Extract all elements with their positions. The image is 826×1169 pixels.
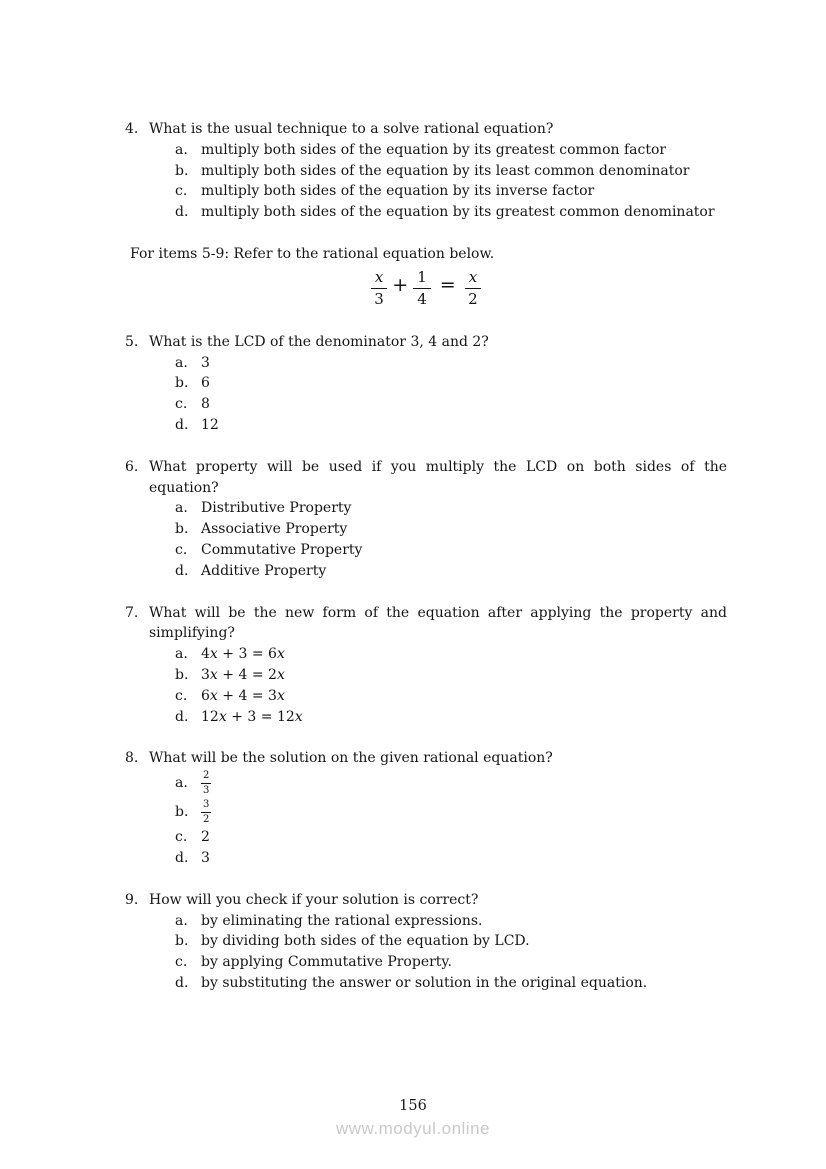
option-7b (175, 665, 727, 686)
option-letter: b. (175, 375, 189, 392)
fraction-denominator: 4 (417, 289, 427, 308)
fraction-numerator: x (371, 269, 387, 289)
fraction-2-over-3 (201, 771, 211, 796)
question-text: What is the LCD of the denominator 3, 4 and 2? (149, 333, 489, 350)
option-letter: d. (175, 849, 189, 866)
fraction-denominator: 2 (203, 814, 210, 826)
option-letter: b. (175, 162, 189, 179)
option-7d (175, 707, 727, 728)
fraction-1-over-4 (413, 269, 431, 307)
option-9d (175, 973, 727, 994)
option-text: 3 (201, 849, 210, 866)
option-7a (175, 644, 727, 665)
option-5c (175, 394, 727, 415)
option-8a (175, 769, 727, 798)
option-4b (175, 161, 727, 182)
question-8 (125, 748, 727, 868)
option-text: 6 (201, 375, 210, 392)
option-letter: b. (175, 521, 189, 538)
page-footer (0, 1096, 826, 1140)
option-6d (175, 561, 727, 582)
question-9-options (175, 911, 727, 994)
plus-operator: + (392, 274, 409, 297)
question-number: 8. (125, 750, 139, 767)
option-letter: c. (175, 954, 188, 971)
option-letter: d. (175, 974, 189, 991)
question-5 (125, 332, 727, 436)
option-text: multiply both sides of the equation by its greatest common factor (201, 141, 667, 158)
option-text: by eliminating the rational expressions. (201, 912, 483, 929)
option-text: by applying Commutative Property. (201, 954, 452, 971)
option-5a (175, 353, 727, 374)
fraction-denominator: 3 (374, 289, 384, 308)
option-text: multiply both sides of the equation by its greatest common denominator (201, 204, 715, 221)
option-letter: d. (175, 562, 189, 579)
option-letter: d. (175, 708, 189, 725)
option-equation: 4x + 3 = 6x (201, 646, 285, 663)
option-text: by dividing both sides of the equation by LCD. (201, 933, 530, 950)
option-letter: a. (175, 646, 188, 663)
question-text: How will you check if your solution is correct? (149, 891, 479, 908)
question-4 (125, 119, 727, 223)
fraction-numerator: 1 (413, 269, 431, 289)
option-equation: 6x + 4 = 3x (201, 687, 285, 704)
option-4a (175, 140, 727, 161)
option-text: Associative Property (201, 521, 348, 538)
fraction-x-over-3 (371, 269, 387, 307)
option-4c (175, 181, 727, 202)
reference-block (125, 244, 727, 307)
option-text: 8 (201, 396, 210, 413)
question-8-options (175, 769, 727, 869)
option-letter: a. (175, 141, 188, 158)
option-text: 12 (201, 416, 219, 433)
equals-operator: = (439, 274, 456, 297)
option-letter: a. (175, 500, 188, 517)
option-letter: a. (175, 354, 188, 371)
option-9b (175, 931, 727, 952)
option-equation: 3x + 4 = 2x (201, 666, 285, 683)
option-letter: c. (175, 829, 188, 846)
watermark: www.modyul.online (335, 1118, 490, 1138)
option-letter: c. (175, 687, 188, 704)
option-5b (175, 373, 727, 394)
option-text: by substituting the answer or solution in the original equation. (201, 974, 648, 991)
option-letter: d. (175, 416, 189, 433)
option-4d (175, 202, 727, 223)
option-letter: b. (175, 804, 189, 821)
fraction-denominator: 2 (468, 289, 478, 308)
question-number: 5. (125, 333, 139, 350)
question-number: 9. (125, 891, 139, 908)
question-7-options (175, 644, 727, 727)
option-8d (175, 848, 727, 869)
option-6c (175, 540, 727, 561)
question-text: What will be the solution on the given rational equation? (149, 750, 553, 767)
fraction-numerator: x (465, 269, 481, 289)
question-6-options (175, 498, 727, 581)
option-6a (175, 498, 727, 519)
option-text: Commutative Property (201, 541, 363, 558)
fraction-3-over-2 (201, 800, 211, 825)
question-text: What is the usual technique to a solve rational equation? (149, 121, 554, 137)
option-letter: a. (175, 912, 188, 929)
option-letter: b. (175, 666, 189, 683)
rational-equation (125, 269, 727, 307)
option-letter: c. (175, 183, 188, 200)
option-text: Additive Property (201, 562, 327, 579)
reference-instruction: For items 5-9: Refer to the rational equation below. (130, 245, 495, 262)
page-number: 156 (399, 1098, 427, 1114)
option-8b (175, 798, 727, 827)
option-8c (175, 827, 727, 848)
question-text: What property will be used if you multiply the LCD on both sides of the equation? (149, 458, 727, 496)
option-equation: 12x + 3 = 12x (201, 708, 303, 725)
fraction-x-over-2 (465, 269, 481, 307)
option-9a (175, 911, 727, 932)
option-5d (175, 415, 727, 436)
question-4-options (175, 140, 727, 223)
option-letter: b. (175, 933, 189, 950)
option-text: multiply both sides of the equation by its least common denominator (201, 162, 690, 179)
question-6 (125, 457, 727, 582)
fraction-numerator: 2 (201, 771, 211, 784)
option-6b (175, 519, 727, 540)
option-text: 3 (201, 354, 210, 371)
fraction-denominator: 3 (203, 785, 210, 797)
question-number: 4. (125, 121, 139, 137)
question-5-options (175, 353, 727, 436)
question-7 (125, 603, 727, 728)
question-9 (125, 890, 727, 994)
option-text: multiply both sides of the equation by its inverse factor (201, 183, 595, 200)
option-letter: d. (175, 204, 189, 221)
option-7c (175, 686, 727, 707)
option-text: 2 (201, 829, 210, 846)
option-letter: c. (175, 396, 188, 413)
option-text: Distributive Property (201, 500, 352, 517)
question-number: 7. (125, 604, 139, 621)
question-number: 6. (125, 458, 139, 475)
option-letter: a. (175, 775, 188, 792)
option-letter: c. (175, 541, 188, 558)
question-text: What will be the new form of the equation after applying the property and simplifying? (149, 604, 727, 642)
option-9c (175, 952, 727, 973)
fraction-numerator: 3 (201, 800, 211, 813)
